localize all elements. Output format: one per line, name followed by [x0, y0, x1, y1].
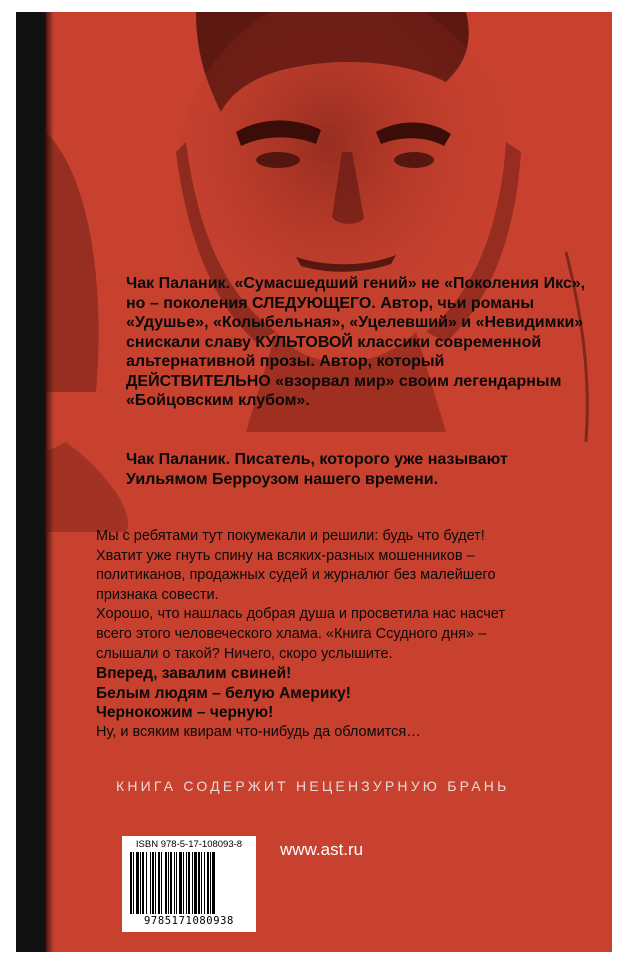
slogan-line: Белым людям – белую Америку!	[96, 684, 351, 702]
book-spine	[16, 12, 46, 952]
publisher-website: www.ast.ru	[280, 840, 364, 859]
closing-line: Ну, и всяким квирам что-нибудь да обломится…	[96, 723, 421, 740]
isbn-text: ISBN 978-5-17-108093-8	[135, 839, 243, 850]
excerpt-line: Мы с ребятами тут покумекали и решили: будь что будет!	[96, 528, 485, 544]
excerpt-line: политиканов, продажных судей и журналюг без малейшего	[96, 567, 496, 584]
excerpt-line: всего этого человеческого хлама. «Книга Ссудного дня» –	[96, 625, 487, 642]
barcode-digits: 9785171080938	[144, 915, 234, 927]
barcode-label	[122, 836, 256, 932]
excerpt-line: Хорошо, что нашлась добрая душа и просветила нас насчет	[96, 606, 505, 623]
slogan-line: Чернокожим – черную!	[96, 704, 274, 722]
back-cover	[16, 12, 612, 952]
blurb-excerpt	[96, 527, 596, 743]
barcode-icon	[128, 852, 250, 914]
excerpt-line: Хватит уже гнуть спину на всяких-разных мошенников –	[96, 547, 475, 564]
excerpt-line: слышали о такой? Ничего, скоро услышите.	[96, 645, 393, 662]
excerpt-line: признака совести.	[96, 586, 219, 603]
blurb-paragraph-1: Чак Паланик. «Сумасшедший гений» не «Поколения Икс», но – поколения СЛЕДУЮЩЕГО. Автор, чьи романы «Удушье», «Колыбельная», «Уцелевший» и «Невидимки» снискали славу КУЛЬТОВОЙ классики современной альтернативной прозы. Автор, который ДЕЙСТВИТЕЛЬНО «взорвал мир» своим легендарным «Бойцовским клубом».	[126, 275, 586, 409]
blurb-paragraph-2: Чак Паланик. Писатель, которого уже называют Уильямом Берроузом нашего времени.	[126, 451, 508, 488]
profanity-warning: КНИГА СОДЕРЖИТ НЕЦЕНЗУРНУЮ БРАНЬ	[116, 778, 510, 794]
slogan-line: Вперед, завалим свиней!	[96, 665, 292, 683]
